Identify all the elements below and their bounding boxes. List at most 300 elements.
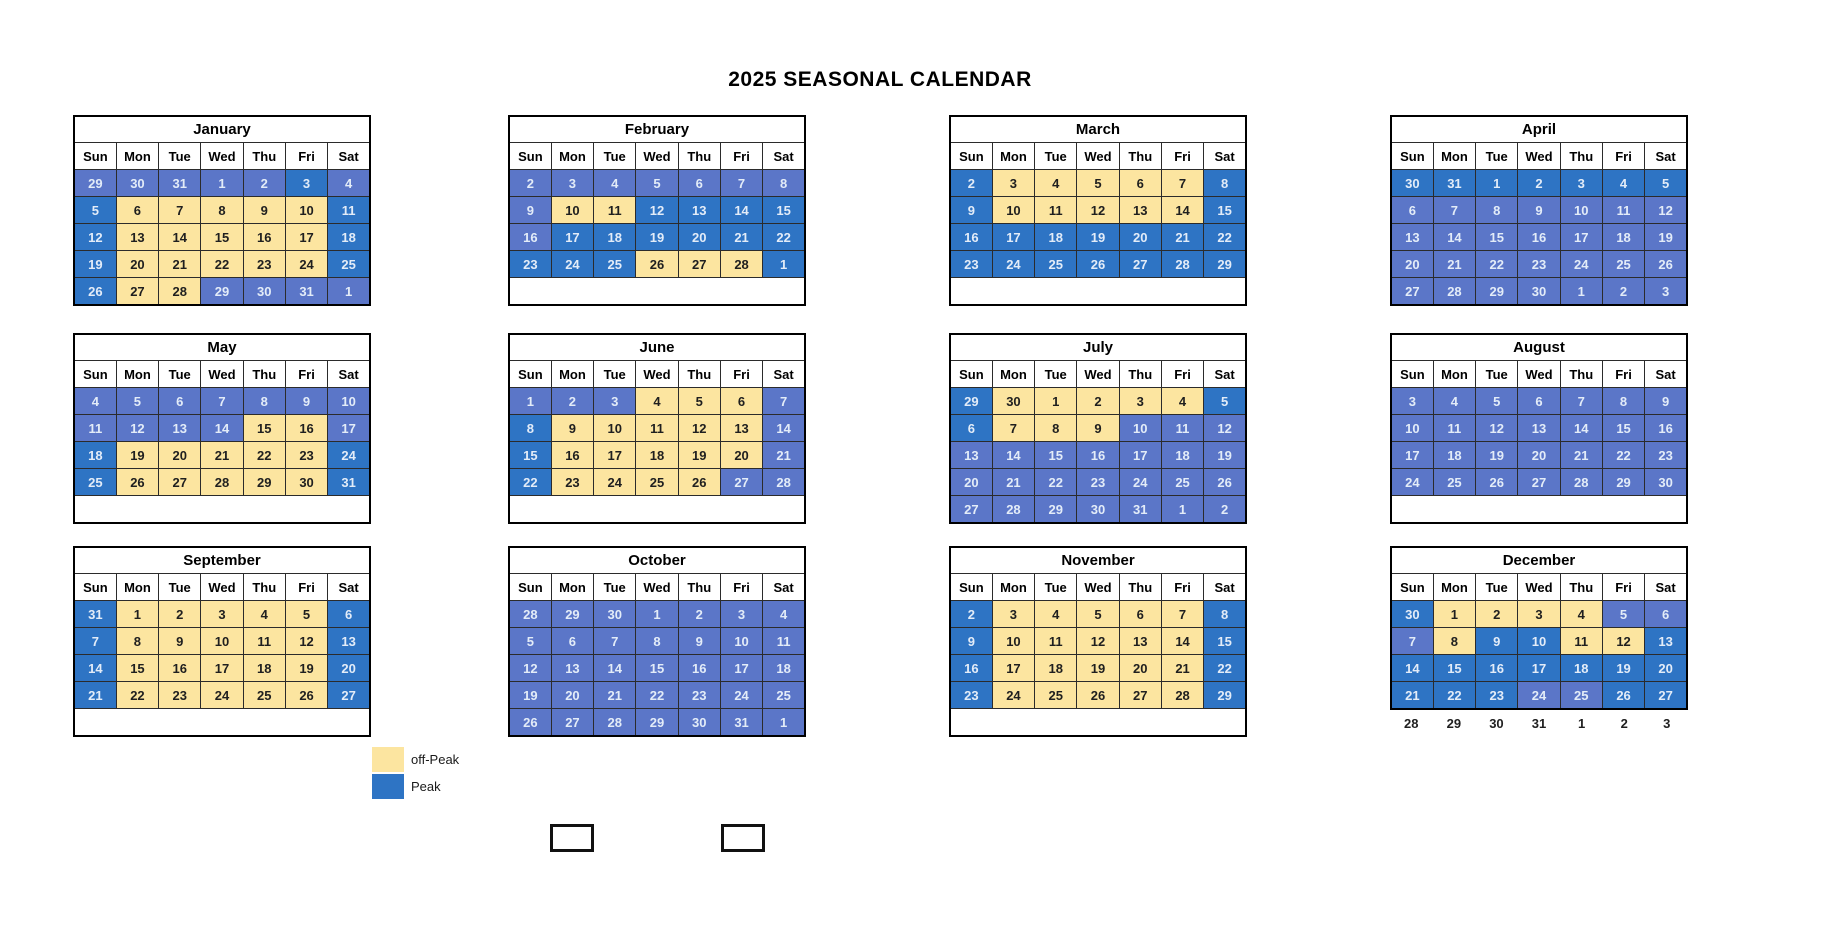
weekday-header: Sun xyxy=(74,143,116,170)
weekday-header: Thu xyxy=(243,143,285,170)
legend-item-off-peak xyxy=(372,746,459,773)
day-cell: 3 xyxy=(285,170,327,197)
day-cell: 25 xyxy=(1035,682,1077,709)
weekday-header: Fri xyxy=(285,361,327,388)
day-cell: 24 xyxy=(720,682,762,709)
day-cell: 7 xyxy=(594,628,636,655)
week-row xyxy=(509,197,805,224)
day-cell: 16 xyxy=(1518,224,1560,251)
weekday-header: Tue xyxy=(594,574,636,601)
day-cell: 20 xyxy=(678,224,720,251)
day-cell: 20 xyxy=(159,442,201,469)
week-row xyxy=(74,278,370,306)
day-cell: 21 xyxy=(1433,251,1475,278)
day-cell: 22 xyxy=(1204,224,1246,251)
week-row xyxy=(950,469,1246,496)
day-cell: 25 xyxy=(1602,251,1644,278)
day-cell: 2 xyxy=(1476,601,1518,628)
day-cell: 20 xyxy=(720,442,762,469)
day-cell: 26 xyxy=(1476,469,1518,496)
weekday-header: Tue xyxy=(1476,361,1518,388)
week-row xyxy=(950,496,1246,524)
day-cell: 17 xyxy=(1119,442,1161,469)
weekday-header: Tue xyxy=(1035,361,1077,388)
month-december xyxy=(1390,546,1688,737)
day-cell: 16 xyxy=(1077,442,1119,469)
day-cell: 6 xyxy=(1119,170,1161,197)
day-cell: 29 xyxy=(243,469,285,496)
month-february xyxy=(508,115,806,306)
week-row xyxy=(950,224,1246,251)
day-cell: 13 xyxy=(551,655,593,682)
day-cell: 7 xyxy=(1391,628,1433,655)
month-title: December xyxy=(1391,547,1687,574)
day-cell: 22 xyxy=(201,251,243,278)
month-table xyxy=(73,333,371,524)
week-row xyxy=(950,655,1246,682)
empty-week-row xyxy=(74,496,370,524)
weekday-header: Sat xyxy=(1645,143,1687,170)
day-cell: 27 xyxy=(1518,469,1560,496)
weekday-header: Thu xyxy=(678,143,720,170)
day-cell: 8 xyxy=(1433,628,1475,655)
day-cell: 29 xyxy=(950,388,992,415)
day-cell: 28 xyxy=(594,709,636,737)
day-cell: 22 xyxy=(1602,442,1644,469)
month-title: April xyxy=(1391,116,1687,143)
day-cell: 12 xyxy=(285,628,327,655)
empty-week-row xyxy=(950,278,1246,306)
day-cell: 21 xyxy=(992,469,1034,496)
week-row xyxy=(950,388,1246,415)
week-row xyxy=(1391,278,1687,306)
day-cell: 2 xyxy=(1602,278,1644,306)
day-cell: 2 xyxy=(950,601,992,628)
weekday-header: Thu xyxy=(1560,361,1602,388)
day-cell: 21 xyxy=(1161,224,1203,251)
day-cell: 16 xyxy=(950,224,992,251)
day-cell: 3 xyxy=(720,601,762,628)
day-cell: 28 xyxy=(1560,469,1602,496)
day-cell: 27 xyxy=(950,496,992,524)
day-cell: 5 xyxy=(1602,601,1644,628)
weekday-header: Mon xyxy=(551,143,593,170)
day-cell: 7 xyxy=(1560,388,1602,415)
day-cell: 28 xyxy=(1161,251,1203,278)
day-cell: 14 xyxy=(1161,197,1203,224)
day-cell: 16 xyxy=(243,224,285,251)
week-row xyxy=(509,655,805,682)
legend-label-peak: Peak xyxy=(411,779,441,794)
day-cell: 3 xyxy=(1119,388,1161,415)
day-cell-plain: 28 xyxy=(1404,716,1419,731)
day-cell: 18 xyxy=(763,655,805,682)
day-cell: 12 xyxy=(678,415,720,442)
day-cell: 23 xyxy=(1518,251,1560,278)
week-row xyxy=(1391,388,1687,415)
day-cell: 25 xyxy=(1161,469,1203,496)
weekday-header: Wed xyxy=(1077,361,1119,388)
day-cell: 13 xyxy=(1391,224,1433,251)
weekday-header: Sat xyxy=(1645,361,1687,388)
day-cell: 7 xyxy=(763,388,805,415)
day-cell: 23 xyxy=(243,251,285,278)
day-cell: 10 xyxy=(1560,197,1602,224)
weekday-header: Tue xyxy=(1476,143,1518,170)
day-cell: 17 xyxy=(720,655,762,682)
day-cell: 24 xyxy=(1391,469,1433,496)
day-cell: 9 xyxy=(950,197,992,224)
day-cell: 6 xyxy=(116,197,158,224)
weekday-header: Tue xyxy=(159,143,201,170)
day-cell: 25 xyxy=(763,682,805,709)
week-row xyxy=(950,170,1246,197)
day-cell: 24 xyxy=(285,251,327,278)
month-table xyxy=(1390,333,1688,524)
day-cell: 2 xyxy=(159,601,201,628)
day-cell: 8 xyxy=(636,628,678,655)
day-cell: 12 xyxy=(509,655,551,682)
day-cell: 15 xyxy=(1476,224,1518,251)
weekday-header: Thu xyxy=(243,574,285,601)
empty-box-2[interactable] xyxy=(721,824,765,852)
day-cell: 12 xyxy=(1645,197,1687,224)
day-cell: 19 xyxy=(636,224,678,251)
day-cell: 15 xyxy=(243,415,285,442)
day-cell: 21 xyxy=(594,682,636,709)
day-cell: 7 xyxy=(720,170,762,197)
weekday-header: Tue xyxy=(1035,143,1077,170)
day-cell: 5 xyxy=(116,388,158,415)
week-row xyxy=(1391,442,1687,469)
day-cell: 5 xyxy=(1645,170,1687,197)
day-cell: 31 xyxy=(285,278,327,306)
day-cell: 23 xyxy=(551,469,593,496)
day-cell: 31 xyxy=(1119,496,1161,524)
day-cell: 8 xyxy=(116,628,158,655)
weekday-header: Mon xyxy=(992,574,1034,601)
weekday-header: Fri xyxy=(1602,143,1644,170)
peak-swatch xyxy=(372,774,404,799)
day-cell: 30 xyxy=(1391,601,1433,628)
month-august xyxy=(1390,333,1688,524)
day-cell: 2 xyxy=(509,170,551,197)
day-cell: 9 xyxy=(1077,415,1119,442)
month-table xyxy=(73,115,371,306)
month-table xyxy=(949,546,1247,737)
day-cell: 29 xyxy=(551,601,593,628)
day-cell: 2 xyxy=(1518,170,1560,197)
day-cell: 3 xyxy=(1645,278,1687,306)
unshaded-week-row xyxy=(1390,711,1688,737)
day-cell: 14 xyxy=(1161,628,1203,655)
weekday-header: Tue xyxy=(594,143,636,170)
day-cell: 25 xyxy=(594,251,636,278)
day-cell: 21 xyxy=(720,224,762,251)
day-cell: 27 xyxy=(1645,682,1687,710)
day-cell: 10 xyxy=(992,628,1034,655)
legend xyxy=(372,746,459,800)
day-cell: 26 xyxy=(1077,682,1119,709)
weekday-header: Thu xyxy=(1119,574,1161,601)
day-cell: 19 xyxy=(1645,224,1687,251)
day-cell: 28 xyxy=(763,469,805,496)
month-table xyxy=(949,115,1247,306)
day-cell: 24 xyxy=(992,682,1034,709)
day-cell: 26 xyxy=(509,709,551,737)
day-cell: 30 xyxy=(992,388,1034,415)
weekday-header: Wed xyxy=(1077,143,1119,170)
weekday-header: Thu xyxy=(678,361,720,388)
day-cell: 18 xyxy=(1560,655,1602,682)
day-cell: 4 xyxy=(1560,601,1602,628)
day-cell: 4 xyxy=(594,170,636,197)
month-july xyxy=(949,333,1247,524)
day-cell: 22 xyxy=(1204,655,1246,682)
month-table xyxy=(73,546,371,737)
day-cell: 18 xyxy=(1602,224,1644,251)
day-cell: 18 xyxy=(74,442,116,469)
day-cell: 12 xyxy=(1077,628,1119,655)
day-cell: 12 xyxy=(1204,415,1246,442)
day-cell: 19 xyxy=(509,682,551,709)
month-january xyxy=(73,115,371,306)
week-row xyxy=(509,709,805,737)
day-cell: 30 xyxy=(1391,170,1433,197)
day-cell: 5 xyxy=(74,197,116,224)
weekday-header: Mon xyxy=(551,361,593,388)
week-row xyxy=(509,251,805,278)
weekday-header: Mon xyxy=(1433,574,1475,601)
weekday-header: Wed xyxy=(636,143,678,170)
day-cell: 31 xyxy=(720,709,762,737)
day-cell: 27 xyxy=(551,709,593,737)
day-cell: 29 xyxy=(1602,469,1644,496)
day-cell: 1 xyxy=(116,601,158,628)
day-cell: 15 xyxy=(1204,197,1246,224)
day-cell: 1 xyxy=(201,170,243,197)
day-cell: 20 xyxy=(1518,442,1560,469)
day-cell: 23 xyxy=(509,251,551,278)
day-cell: 11 xyxy=(74,415,116,442)
day-cell: 6 xyxy=(551,628,593,655)
weekday-header: Sun xyxy=(74,361,116,388)
day-cell: 28 xyxy=(159,278,201,306)
day-cell-plain: 29 xyxy=(1446,716,1462,731)
day-cell: 18 xyxy=(636,442,678,469)
day-cell: 20 xyxy=(950,469,992,496)
day-cell: 6 xyxy=(1645,601,1687,628)
day-cell: 3 xyxy=(201,601,243,628)
day-cell: 20 xyxy=(1119,224,1161,251)
off-peak-swatch xyxy=(372,747,404,772)
empty-box-1[interactable] xyxy=(550,824,594,852)
day-cell: 6 xyxy=(720,388,762,415)
day-cell: 6 xyxy=(159,388,201,415)
day-cell: 24 xyxy=(201,682,243,709)
weekday-header: Wed xyxy=(1077,574,1119,601)
week-row xyxy=(1391,251,1687,278)
weekday-header: Sun xyxy=(509,574,551,601)
month-table xyxy=(508,115,806,306)
day-cell: 19 xyxy=(285,655,327,682)
day-cell: 2 xyxy=(950,170,992,197)
weekday-header: Thu xyxy=(1119,143,1161,170)
day-cell: 22 xyxy=(509,469,551,496)
weekday-header: Tue xyxy=(594,361,636,388)
day-cell: 16 xyxy=(950,655,992,682)
day-cell: 12 xyxy=(74,224,116,251)
day-cell: 30 xyxy=(1518,278,1560,306)
day-cell: 15 xyxy=(1433,655,1475,682)
day-cell: 12 xyxy=(1077,197,1119,224)
week-row xyxy=(74,469,370,496)
day-cell: 10 xyxy=(1391,415,1433,442)
weekday-header: Fri xyxy=(1161,143,1203,170)
day-cell: 25 xyxy=(1433,469,1475,496)
day-cell: 6 xyxy=(678,170,720,197)
day-cell: 24 xyxy=(1518,682,1560,710)
day-cell: 8 xyxy=(243,388,285,415)
weekday-header: Sat xyxy=(763,143,805,170)
day-cell: 29 xyxy=(1204,251,1246,278)
day-cell: 11 xyxy=(1602,197,1644,224)
day-cell: 21 xyxy=(763,442,805,469)
month-march xyxy=(949,115,1247,306)
day-cell: 23 xyxy=(1476,682,1518,710)
weekday-header: Mon xyxy=(551,574,593,601)
day-cell: 17 xyxy=(594,442,636,469)
week-row xyxy=(950,197,1246,224)
day-cell: 30 xyxy=(285,469,327,496)
day-cell: 24 xyxy=(1560,251,1602,278)
day-cell-plain: 2 xyxy=(1620,716,1628,731)
weekday-header: Fri xyxy=(720,361,762,388)
day-cell: 24 xyxy=(1119,469,1161,496)
day-cell: 3 xyxy=(1518,601,1560,628)
day-cell: 4 xyxy=(763,601,805,628)
day-cell: 4 xyxy=(1161,388,1203,415)
week-row xyxy=(1391,655,1687,682)
day-cell: 11 xyxy=(1433,415,1475,442)
day-cell: 3 xyxy=(1391,388,1433,415)
day-cell: 27 xyxy=(720,469,762,496)
month-title: September xyxy=(74,547,370,574)
day-cell: 14 xyxy=(201,415,243,442)
day-cell: 27 xyxy=(116,278,158,306)
day-cell: 30 xyxy=(243,278,285,306)
day-cell: 6 xyxy=(1518,388,1560,415)
day-cell: 26 xyxy=(1602,682,1644,710)
week-row xyxy=(74,388,370,415)
day-cell: 9 xyxy=(285,388,327,415)
week-row xyxy=(950,251,1246,278)
month-table xyxy=(508,546,806,737)
weekday-header: Fri xyxy=(720,574,762,601)
day-cell: 19 xyxy=(1602,655,1644,682)
day-cell: 2 xyxy=(243,170,285,197)
day-cell: 11 xyxy=(1560,628,1602,655)
day-cell: 15 xyxy=(201,224,243,251)
weekday-header: Sat xyxy=(1204,574,1246,601)
day-cell: 19 xyxy=(678,442,720,469)
day-cell: 25 xyxy=(243,682,285,709)
day-cell: 10 xyxy=(201,628,243,655)
day-cell: 9 xyxy=(243,197,285,224)
day-cell: 8 xyxy=(763,170,805,197)
weekday-header: Sat xyxy=(763,574,805,601)
week-row xyxy=(74,170,370,197)
day-cell: 12 xyxy=(636,197,678,224)
day-cell: 11 xyxy=(243,628,285,655)
day-cell: 15 xyxy=(1035,442,1077,469)
weekday-header: Wed xyxy=(1518,143,1560,170)
day-cell: 27 xyxy=(1391,278,1433,306)
day-cell: 29 xyxy=(1035,496,1077,524)
month-title: October xyxy=(509,547,805,574)
day-cell: 22 xyxy=(116,682,158,709)
day-cell: 10 xyxy=(1119,415,1161,442)
weekday-header: Fri xyxy=(285,574,327,601)
day-cell: 8 xyxy=(1204,170,1246,197)
day-cell: 31 xyxy=(159,170,201,197)
weekday-header: Tue xyxy=(159,361,201,388)
weekday-header: Tue xyxy=(159,574,201,601)
day-cell: 27 xyxy=(159,469,201,496)
day-cell: 9 xyxy=(1645,388,1687,415)
day-cell: 1 xyxy=(1161,496,1203,524)
weekday-header: Sat xyxy=(1645,574,1687,601)
week-row xyxy=(1391,628,1687,655)
day-cell: 31 xyxy=(328,469,370,496)
weekday-header: Sat xyxy=(1204,143,1246,170)
weekday-header: Wed xyxy=(201,361,243,388)
weekday-header: Sun xyxy=(950,361,992,388)
month-september xyxy=(73,546,371,737)
week-row xyxy=(74,682,370,709)
weekday-header: Wed xyxy=(636,574,678,601)
day-cell: 28 xyxy=(992,496,1034,524)
day-cell: 19 xyxy=(74,251,116,278)
day-cell: 13 xyxy=(1645,628,1687,655)
day-cell: 25 xyxy=(74,469,116,496)
day-cell: 8 xyxy=(1204,601,1246,628)
week-row xyxy=(74,655,370,682)
month-title: May xyxy=(74,334,370,361)
weekday-header: Sun xyxy=(1391,361,1433,388)
day-cell: 4 xyxy=(1035,601,1077,628)
weekday-header: Thu xyxy=(1119,361,1161,388)
day-cell: 18 xyxy=(594,224,636,251)
day-cell: 18 xyxy=(1161,442,1203,469)
day-cell: 1 xyxy=(328,278,370,306)
day-cell: 20 xyxy=(328,655,370,682)
day-cell: 5 xyxy=(285,601,327,628)
day-cell: 14 xyxy=(159,224,201,251)
weekday-header: Mon xyxy=(1433,143,1475,170)
legend-label-off-peak: off-Peak xyxy=(411,752,460,767)
day-cell: 4 xyxy=(1035,170,1077,197)
month-title: August xyxy=(1391,334,1687,361)
day-cell: 16 xyxy=(1476,655,1518,682)
week-row xyxy=(950,628,1246,655)
day-cell: 24 xyxy=(551,251,593,278)
day-cell: 3 xyxy=(551,170,593,197)
day-cell: 26 xyxy=(1077,251,1119,278)
weekday-header: Sat xyxy=(328,361,370,388)
weekday-header: Sun xyxy=(74,574,116,601)
day-cell: 22 xyxy=(1433,682,1475,710)
